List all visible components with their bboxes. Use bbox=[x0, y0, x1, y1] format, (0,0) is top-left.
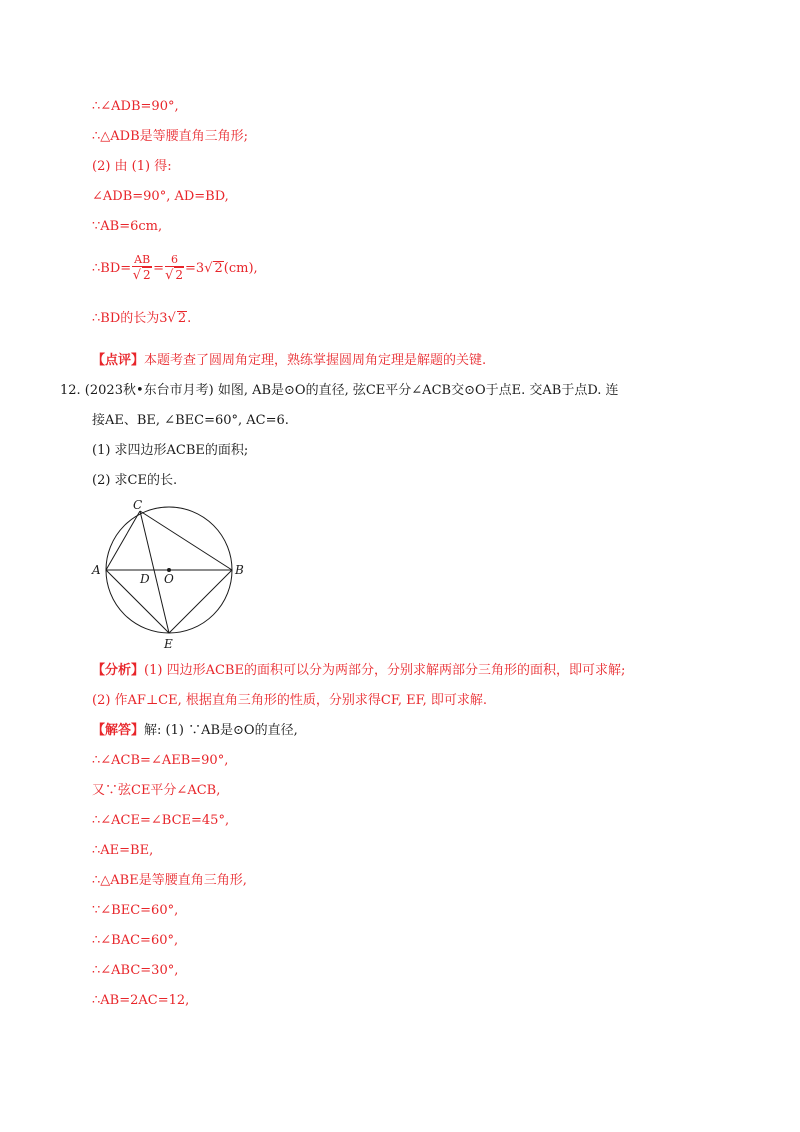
radical-sign: √ bbox=[167, 311, 176, 326]
label-c: C bbox=[133, 498, 143, 512]
equals-sign: = bbox=[153, 261, 165, 276]
problem-12-line2: 接AE、BE, ∠BEC=60°, AC=6. bbox=[92, 413, 289, 428]
label-o: O bbox=[164, 572, 174, 586]
question-2: (2) 求CE的长. bbox=[92, 473, 178, 488]
solution-line: ∴AB=2AC=12, bbox=[92, 993, 190, 1008]
radicand: 2 bbox=[142, 268, 151, 282]
review-tag: 【点评】 bbox=[92, 353, 145, 368]
radicand: 2 bbox=[177, 311, 187, 326]
proof-line-fraction bbox=[92, 254, 258, 283]
label-e: E bbox=[164, 637, 173, 651]
segment-ac bbox=[106, 511, 140, 570]
segment-ae bbox=[106, 570, 169, 633]
analysis-line1 bbox=[92, 662, 625, 680]
radicand: 2 bbox=[175, 268, 184, 282]
review-line bbox=[92, 352, 486, 370]
solution-line: ∴∠ABC=30°, bbox=[92, 963, 179, 978]
problem-12-line1: 12. (2023秋•东台市月考) 如图, AB是⊙O的直径, 弦CE平分∠ACB交⊙O于点E. 交AB于点D. 连 bbox=[60, 383, 619, 398]
question-1: (1) 求四边形ACBE的面积; bbox=[92, 443, 249, 458]
solution-line: ∵∠BEC=60°, bbox=[92, 903, 179, 918]
proof-text: . bbox=[187, 311, 192, 326]
fraction-numerator: 6 bbox=[165, 254, 184, 267]
solution-line: ∴AE=BE, bbox=[92, 843, 154, 858]
proof-line: ∴△ADB是等腰直角三角形; bbox=[92, 129, 249, 144]
radical-sign: √ bbox=[132, 268, 141, 283]
proof-text: ∴BD的长为3 bbox=[92, 311, 168, 326]
solution-tag: 【解答】 bbox=[92, 723, 145, 738]
fraction-numerator: AB bbox=[134, 253, 151, 266]
circle-diagram bbox=[88, 496, 258, 658]
proof-line: ∴∠ADB=90°, bbox=[92, 99, 179, 114]
proof-line: ∠ADB=90°, AD=BD, bbox=[92, 189, 229, 204]
radical-sign: √ bbox=[204, 261, 213, 276]
fraction-denominator bbox=[165, 267, 184, 283]
proof-line: (2) 由 (1) 得: bbox=[92, 159, 172, 174]
fraction-ab-over-root2 bbox=[132, 254, 152, 283]
solution-line: ∴∠ACB=∠AEB=90°, bbox=[92, 753, 229, 768]
solution-text: 解: (1) ∵AB是⊙O的直径, bbox=[144, 723, 298, 738]
proof-text: ∴BD= bbox=[92, 261, 132, 276]
solution-line: ∴∠BAC=60°, bbox=[92, 933, 179, 948]
solution-line: 又∵弦CE平分∠ACB, bbox=[92, 783, 221, 798]
review-text: 本题考查了圆周角定理，熟练掌握圆周角定理是解题的关键. bbox=[144, 353, 487, 368]
proof-line bbox=[92, 310, 191, 328]
proof-line: ∵AB=6cm, bbox=[92, 219, 163, 234]
label-d: D bbox=[140, 572, 150, 586]
segment-cb bbox=[140, 511, 232, 570]
solution-line: ∴△ABE是等腰直角三角形, bbox=[92, 873, 247, 888]
radical-sign: √ bbox=[165, 268, 174, 283]
unit-text: (cm), bbox=[223, 261, 258, 276]
label-b: B bbox=[235, 563, 244, 577]
radicand: 2 bbox=[214, 261, 223, 276]
analysis-tag: 【分析】 bbox=[92, 663, 145, 678]
label-a: A bbox=[92, 563, 101, 577]
fraction-denominator bbox=[132, 267, 152, 283]
analysis-text: (1) 四边形ACBE的面积可以分为两部分，分别求解两部分三角形的面积，即可求解; bbox=[144, 663, 626, 678]
solution-line1 bbox=[92, 722, 298, 740]
solution-line: ∴∠ACE=∠BCE=45°, bbox=[92, 813, 230, 828]
fraction-6-over-root2 bbox=[165, 254, 184, 283]
proof-text: =3 bbox=[185, 261, 205, 276]
segment-be bbox=[169, 570, 232, 633]
analysis-line2: (2) 作AF⊥CE, 根据直角三角形的性质，分别求得CF, EF, 即可求解. bbox=[92, 693, 487, 708]
